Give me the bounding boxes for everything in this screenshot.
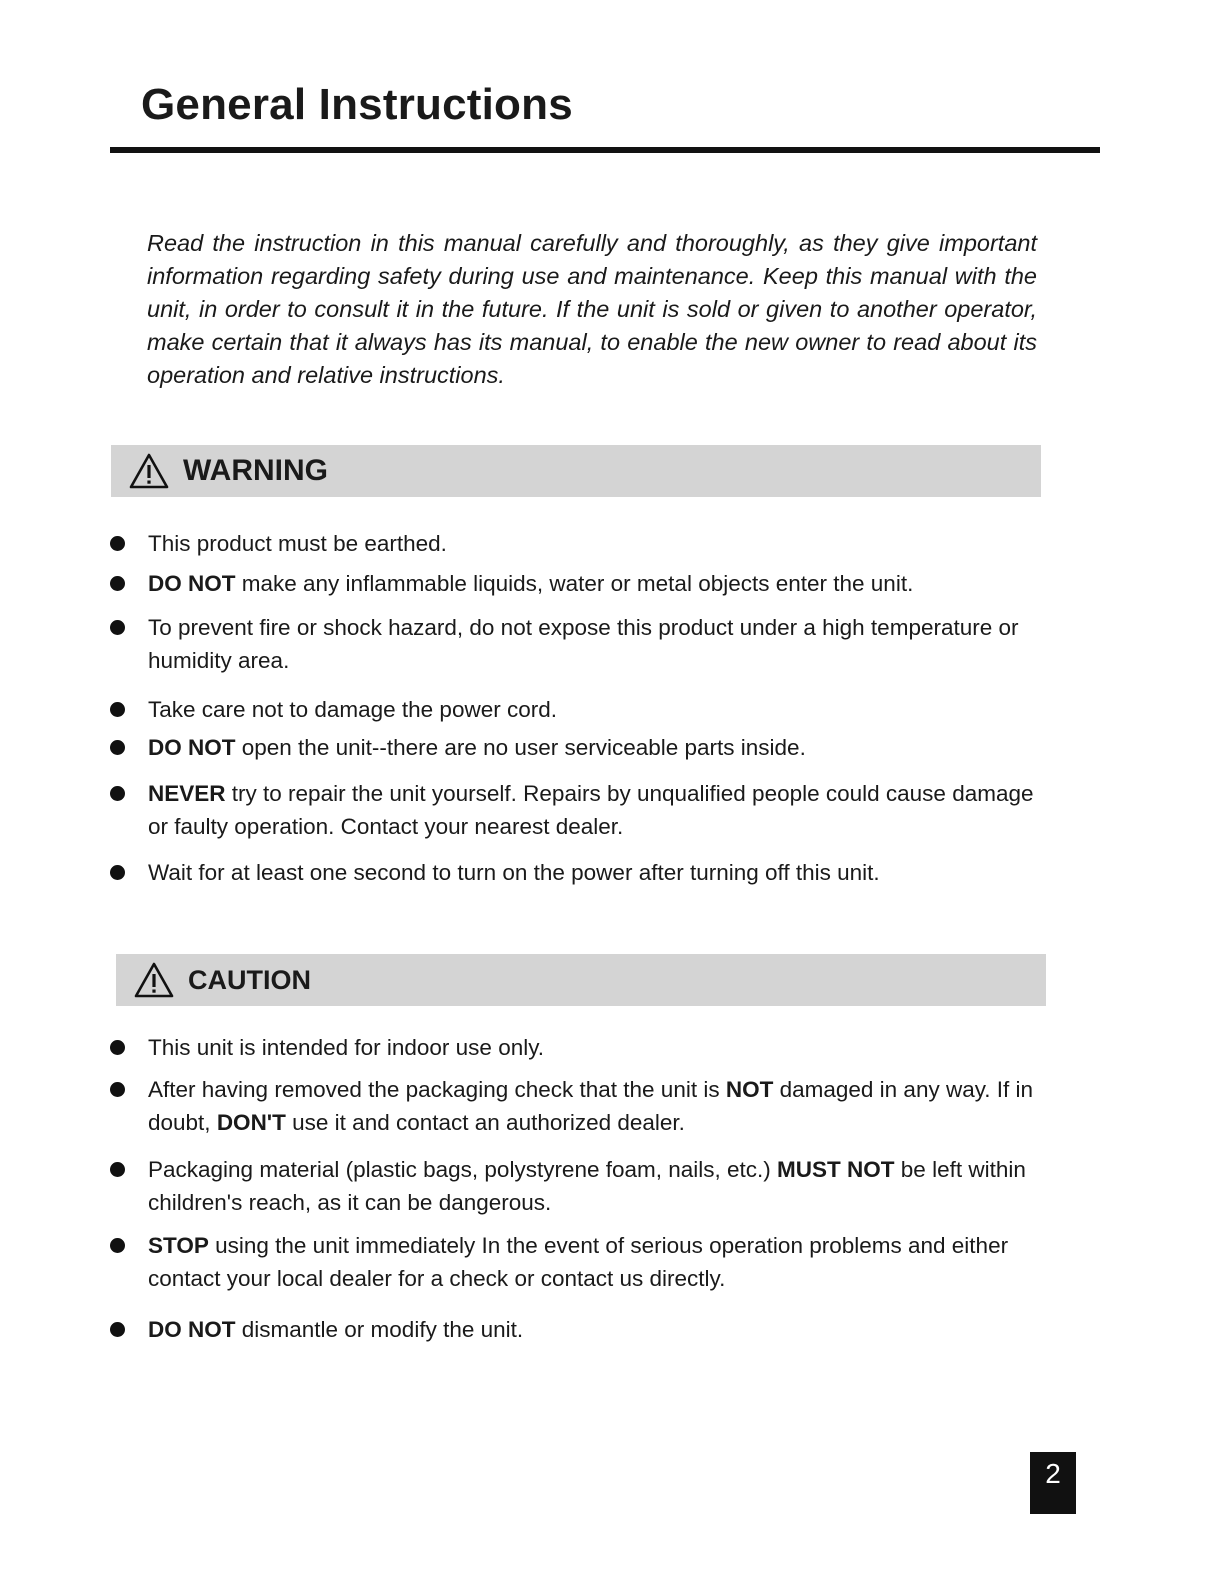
bullet-icon [110, 576, 125, 591]
caution-item-text: Packaging material (plastic bags, polystyrene foam, nails, etc.) [148, 1157, 778, 1182]
warning-item-text: Take care not to damage the power cord. [148, 697, 557, 722]
caution-item-text: using the unit immediately In the event of serious operation problems and either contact your local dealer for a check or contact us directly. [148, 1233, 1009, 1291]
caution-item-text: damaged in any way. If in doubt, [148, 1077, 1034, 1135]
page-number: 2 [1030, 1452, 1076, 1514]
warning-item-text: make any inflammable liquids, water or metal objects enter the unit. [235, 571, 914, 596]
bullet-icon [110, 1322, 125, 1337]
caution-item-emphasis: DON'T [216, 1110, 286, 1135]
bullet-icon [110, 1238, 125, 1253]
warning-item-text: Wait for at least one second to turn on the power after turning off this unit. [148, 860, 880, 885]
bullet-icon [110, 536, 125, 551]
title-divider [110, 147, 1100, 153]
warning-item [148, 693, 1038, 726]
warning-label: WARNING [183, 454, 328, 487]
page-title: General Instructions [141, 80, 573, 129]
bullet-icon [110, 620, 125, 635]
caution-item-emphasis: MUST NOT [777, 1157, 895, 1182]
warning-item [148, 777, 1038, 843]
bullet-icon [110, 865, 125, 880]
caution-item [148, 1153, 1038, 1219]
caution-item-text: dismantle or modify the unit. [235, 1317, 524, 1342]
bullet-icon [110, 1082, 125, 1097]
warning-item [148, 856, 1038, 889]
warning-item-text: try to repair the unit yourself. Repairs by unqualified people could cause damage or faulty operation. Contact your nearest dealer. [148, 781, 1034, 839]
warning-item [148, 527, 1038, 560]
intro-paragraph: Read the instruction in this manual carefully and thoroughly, as they give important information regarding safety during use and maintenance. Keep this manual with the unit, in order to consult it in the future. If the unit is sold or given to another operator, make certain that it always has its manual, to enable the new owner to read about its operation and relative instructions. [147, 230, 1037, 388]
warning-header [111, 445, 1041, 497]
warning-item-text: open the unit--there are no user serviceable parts inside. [235, 735, 806, 760]
caution-item-emphasis: NOT [725, 1077, 774, 1102]
warning-item [148, 611, 1038, 677]
warning-item-text: This product must be earthed. [148, 531, 447, 556]
caution-item [148, 1073, 1038, 1139]
caution-item-text: This unit is intended for indoor use only. [148, 1035, 545, 1060]
warning-item [148, 567, 1038, 600]
warning-triangle-icon [134, 962, 174, 998]
warning-item [148, 731, 1038, 764]
bullet-icon [110, 1040, 125, 1055]
warning-item-text: To prevent fire or shock hazard, do not expose this product under a high temperature or humidity area. [148, 615, 1019, 673]
caution-header [116, 954, 1046, 1006]
bullet-icon [110, 702, 125, 717]
bullet-icon [110, 1162, 125, 1177]
caution-item [148, 1313, 1038, 1346]
bullet-icon [110, 740, 125, 755]
caution-label: CAUTION [188, 964, 311, 995]
caution-item [148, 1229, 1038, 1295]
caution-item-emphasis: DO NOT [148, 1317, 236, 1342]
warning-item-emphasis: NEVER [148, 781, 226, 806]
bullet-icon [110, 786, 125, 801]
caution-item-emphasis: STOP [148, 1233, 209, 1258]
caution-item [148, 1031, 1038, 1064]
caution-item-text: After having removed the packaging check that the unit is [148, 1077, 726, 1102]
caution-item-text: use it and contact an authorized dealer. [285, 1110, 685, 1135]
caution-item-text: be left within children's reach, as it can be dangerous. [148, 1157, 1026, 1215]
warning-item-emphasis: DO NOT [148, 571, 236, 596]
warning-triangle-icon [129, 453, 169, 489]
warning-item-emphasis: DO NOT [148, 735, 236, 760]
